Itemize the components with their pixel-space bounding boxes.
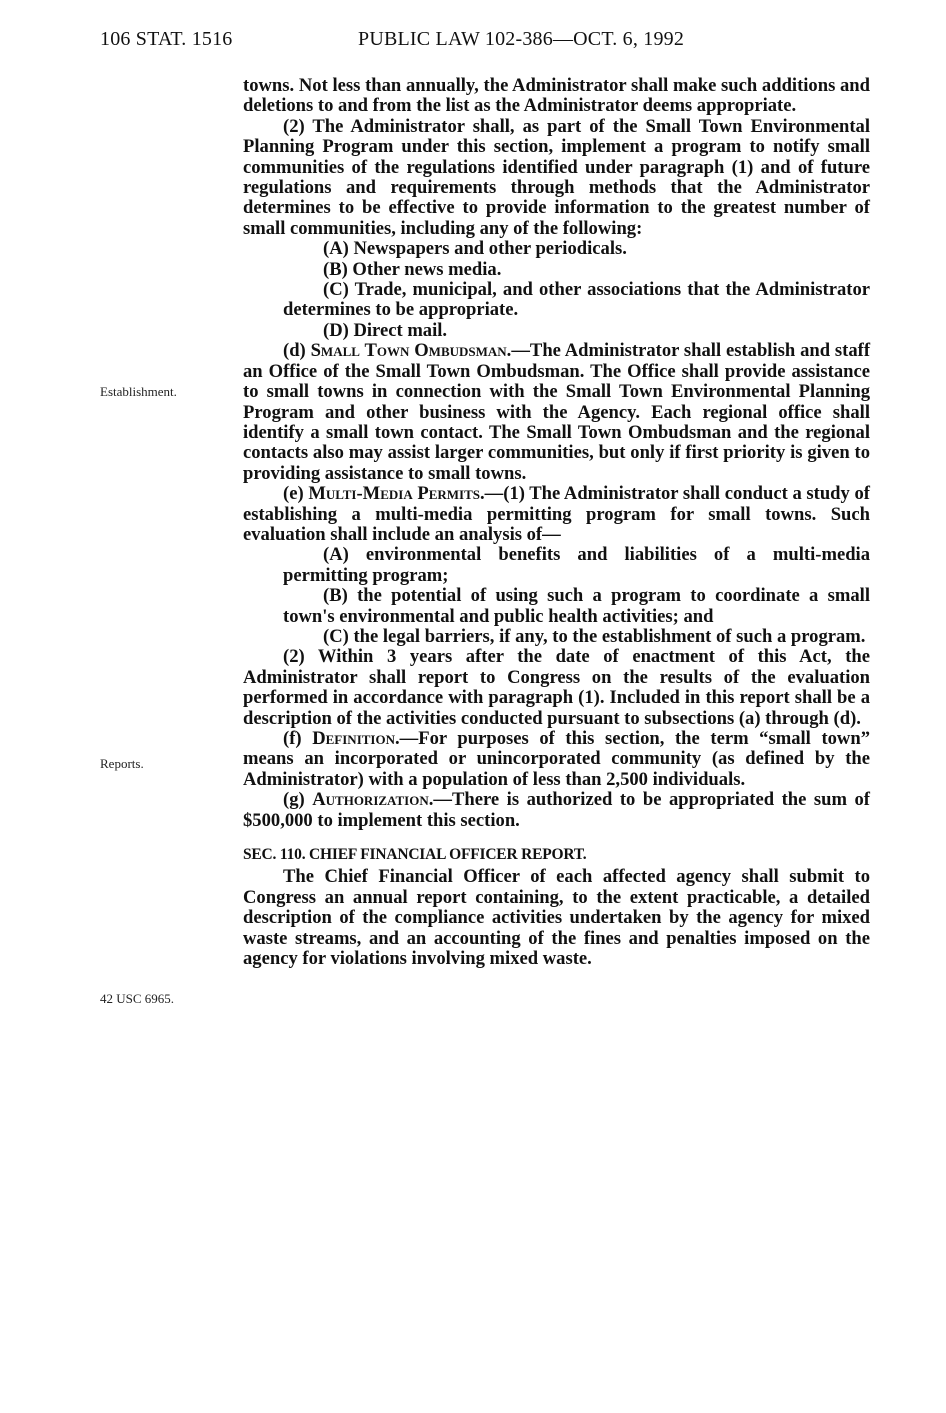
subsection-d: [243, 341, 870, 484]
subsection-e-item-b: (B) the potential of using such a program to coordinate a small town's environmental and public health activities; and: [283, 585, 870, 627]
margin-note-establishment: Establishment.: [100, 384, 177, 399]
margin-note-reports: Reports.: [100, 756, 144, 771]
subsection-e-item-c: (C) the legal barriers, if any, to the establishment of such a program.: [323, 625, 866, 647]
law-title: PUBLIC LAW 102-386—OCT. 6, 1992: [358, 28, 685, 50]
subsection-e: [243, 484, 870, 545]
list-item-c: (C) Trade, municipal, and other associations that the Administrator determines to be appropriate.: [283, 279, 870, 321]
paragraph-continuation: towns. Not less than annually, the Administrator shall make such additions and deletions to and from the list as the Administrator deems appropriate.: [243, 75, 870, 117]
subsection-f: [243, 729, 870, 790]
subsection-d-label: (d): [283, 340, 311, 362]
subsection-e-text: —(1) The Administrator shall conduct a study of establishing a multi-media permitting program for small towns. Such evaluation shall include an analysis of—: [243, 483, 870, 545]
subsection-g-text: —There is authorized to be appropriated the sum of $500,000 to implement this section.: [243, 789, 870, 831]
list-item-a: (A) Newspapers and other periodicals.: [323, 238, 627, 260]
list-item-d: (D) Direct mail.: [323, 319, 448, 341]
statute-body: [243, 76, 870, 969]
stat-citation: 106 STAT. 1516: [100, 28, 233, 50]
subsection-f-text: —For purposes of this section, the term “small town” means an incorporated or unincorporated community (as defined by the Administrator) with a population of less than 2,500 individuals.: [243, 728, 870, 790]
paragraph-2: (2) The Administrator shall, as part of the Small Town Environmental Planning Program under this section, implement a program to notify small communities of the regulations identified under paragraph (1) and of future regulations and requirements through methods that the Administrator determines to be effective to provide information to the greatest number of small communities, including any of the following:: [243, 115, 870, 239]
subsection-g-heading: Authorization.: [312, 789, 434, 811]
list-item-b: (B) Other news media.: [323, 258, 502, 280]
section-110-heading: SEC. 110. CHIEF FINANCIAL OFFICER REPORT.: [243, 846, 587, 864]
subsection-e-heading: Multi-Media Permits.: [308, 483, 485, 505]
subsection-g: [243, 790, 870, 831]
subsection-e-label: (e): [283, 483, 309, 505]
margin-note-usc: 42 USC 6965.: [100, 991, 175, 1006]
subsection-d-heading: Small Town Ombudsman.: [310, 340, 512, 362]
subsection-g-label: (g): [283, 789, 313, 811]
subsection-e-paragraph-2: (2) Within 3 years after the date of enactment of this Act, the Administrator shall report to Congress on the results of the evaluation performed in accordance with paragraph (1). Included in this report shall be a description of the activities conducted pursuant to subsections (a) through (d).: [243, 646, 870, 729]
page-header: [100, 28, 880, 62]
subsection-f-label: (f): [283, 728, 313, 749]
section-110-text: The Chief Financial Officer of each affected agency shall submit to Congress an annual report containing, to the extent practicable, a detailed description of the compliance activities undertaken by the agency for mixed waste streams, and an accounting of the fines and penalties imposed on the agency for violations involving mixed waste.: [243, 866, 870, 970]
subsection-e-item-a: (A) environmental benefits and liabilities of a multi-media permitting program;: [283, 544, 870, 586]
subsection-f-heading: Definition.: [312, 728, 400, 749]
subsection-d-text: —The Administrator shall establish and staff an Office of the Small Town Ombudsman. The Office shall provide assistance to small towns in connection with the Small Town Environmental Planning Program and other business with the Agency. Each regional office shall identify a small town contact. The Small Town Ombudsman and the regional contacts also may assist larger communities, but only if first priority is given to providing assistance to small towns.: [243, 340, 871, 484]
